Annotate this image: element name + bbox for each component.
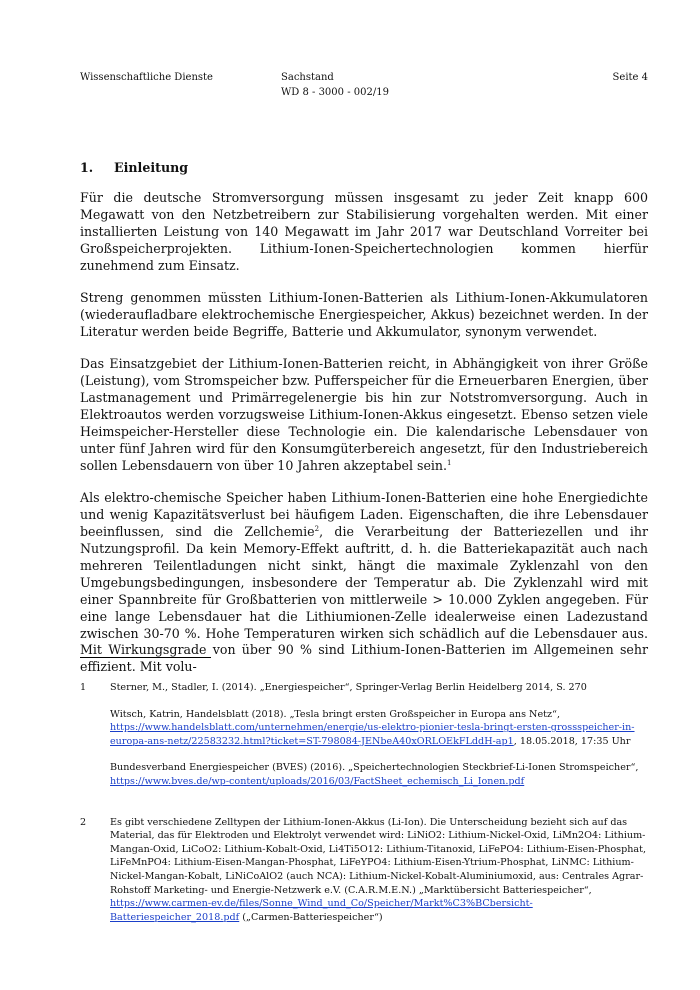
section-number: 1. xyxy=(80,160,94,175)
footnote-1 xyxy=(80,681,648,802)
footnote-link[interactable]: https://www.carmen-ev.de/files/Sonne_Wind_und_Co/Speicher/Markt%C3%BCbersicht-Batteriespeicher_2018.pdf xyxy=(110,898,533,923)
paragraph-3-text: Das Einsatzgebiet der Lithium-Ionen-Batterien reicht, in Abhängigkeit von ihrer Größe (Leistung), vom Stromspeicher bzw. Pufferspeicher für die Erneuerbaren Energien, über Lastmanagement und Primärregelenergie bis hin zur Notstromversorgung. Auch in Elektroautos werden vorzugsweise Lithium-Ionen-Akkus eingesetzt. Ebenso setzen viele Heimspeicher-Hersteller diese Technologie ein. Die kalendarische Lebensdauer von unter fünf Jahren wird für den Konsumgüterbereich angesetzt, für den Industriebereich sollen Lebensdauern von über 10 Jahren akzeptabel sein. xyxy=(80,356,648,473)
paragraph-4-text-a: Als elektro-chemische Speicher haben Lithium-Ionen-Batterien eine hohe Energiedichte und wenig Kapazitätsverlust bei häufigem Laden. Eigenschaften, die ihre Lebensdauer beeinflussen, sind die Zellchemie xyxy=(80,490,648,540)
footnote-2 xyxy=(80,816,648,938)
footnote-entry xyxy=(110,708,648,749)
paragraph-1: Für die deutsche Stromversorgung müssen insgesamt zu jeder Zeit knapp 600 Megawatt von den Netzbetreibern zur Stabilisierung vorgehalten werden. Mit einer installierten Leistung von 140 Megawatt im Jahr 2017 war Deutschland Vorreiter bei Großspeicherprojekten. Lithium-Ionen-Speichertechnologien kommen hierfür zunehmend zum Einsatz. xyxy=(80,189,648,273)
footnote-number: 1 xyxy=(80,682,87,693)
footnote-body xyxy=(110,681,648,802)
footnote-text-after: („Carmen-Batteriespeicher“) xyxy=(239,911,383,923)
header-page-number: Seite 4 xyxy=(612,72,648,83)
footnote-text: Es gibt verschiedene Zelltypen der Lithium-Ionen-Akkus (Li-Ion). Die Unterscheidung bezieht sich auf das Material, das für Elektroden und Elektrolyt verwendet wird: LiNiO2: Lithium-Nickel-Oxid, LiMn2O4: Lithium-Mangan-Oxid, LiCoO2: Lithium-Kobalt-Oxid, Li4Ti5O12: Lithium-Titanoxid, LiFePO4: Lithium-Eisen-Phosphat, LiFeMnPO4: Lithium-Eisen-Mangan-Phosphat, LiFeYPO4: Lithium-Eisen-Ytrium-Phosphat, LiNMC: Lithium-Nickel-Mangan-Kobalt, LiNiCoAlO2 (auch NCA): Lithium-Nickel-Kobalt-Aluminiumoxid, aus: Centrales Agrar-Rohstoff Marketing- und Energie-Netzwerk e.V. (C.A.R.M.E.N.) „Marktübersicht Batteriespeicher“, xyxy=(110,816,647,896)
footnote-divider xyxy=(80,657,211,658)
footnote-ref-2[interactable]: 2 xyxy=(314,524,320,533)
paragraph-3 xyxy=(80,356,648,474)
footnote-text: Witsch, Katrin, Handelsblatt (2018). „Tesla bringt ersten Großspeicher in Europa ans Netz“, xyxy=(110,708,560,720)
footnote-ref-1[interactable]: 1 xyxy=(447,458,452,467)
paragraph-2: Streng genommen müssten Lithium-Ionen-Batterien als Lithium-Ionen-Akkumulatoren (wiederaufladbare elektrochemische Energiespeicher, Akkus) bezeichnet werden. In der Literatur werden beide Begriffe, Batterie und Akkumulator, synonym verwendet. xyxy=(80,290,648,339)
main-body xyxy=(80,160,648,692)
footnote-link[interactable]: https://www.handelsblatt.com/unternehmen/energie/us-elektro-pionier-tesla-bringt-ersten-grossspeicher-in-europa-ans-netz/22583232.html?ticket=ST-798084-JENbeA40xORLOEkFLddH-ap1 xyxy=(110,722,635,747)
paragraph-4-text-b: , die Verarbeitung der Batteriezellen und ihr Nutzungsprofil. Da kein Memory-Effekt auftritt, d. h. die Batteriekapazität auch nach mehreren Teilentladungen nicht sinkt, hängt die maximale Zyklenzahl von den Umgebungsbedingungen, insbesondere der Temperatur ab. Die Zyklenzahl wird mit einer Spannbreite für Großbatterien von mittlerweile > 10.000 Zyklen angegeben. Für eine lange Lebensdauer hat die Lithiumionen-Zelle idealerweise einen Ladezustand zwischen 30-70 %. Hohe Temperaturen wirken sich schädlich auf die Lebensdauer aus. Mit Wirkungsgrade von über 90 % sind Lithium-Ionen-Batterien im Allgemeinen sehr effizient. Mit volu- xyxy=(80,524,648,675)
paragraph-4 xyxy=(80,490,648,676)
header-doc-type: Sachstand xyxy=(281,72,334,83)
footnote-text-after: , 18.05.2018, 17:35 Uhr xyxy=(513,735,631,747)
header-org: Wissenschaftliche Dienste xyxy=(80,72,213,83)
section-heading xyxy=(80,160,648,177)
footnote-number: 2 xyxy=(80,816,87,828)
footnote-body xyxy=(110,816,648,938)
header-doc-info xyxy=(281,70,389,100)
section-title: Einleitung xyxy=(114,160,189,175)
footnotes xyxy=(80,681,648,951)
footnote-entry xyxy=(110,681,648,695)
footnote-link[interactable]: https://www.bves.de/wp-content/uploads/2016/03/FactSheet_echemisch_Li_Ionen.pdf xyxy=(110,775,525,787)
header-doc-id: WD 8 - 3000 - 002/19 xyxy=(281,87,389,98)
footnote-text: Bundesverband Energiespeicher (BVES) (2016). „Speichertechnologien Steckbrief-Li-Ionen Stromspeicher“, xyxy=(110,762,639,774)
footnote-entry xyxy=(110,761,648,788)
footnote-text: Sterner, M., Stadler, I. (2014). „Energiespeicher“, Springer-Verlag Berlin Heidelberg 2014, S. 270 xyxy=(110,682,587,693)
footnote-entry xyxy=(110,816,648,925)
